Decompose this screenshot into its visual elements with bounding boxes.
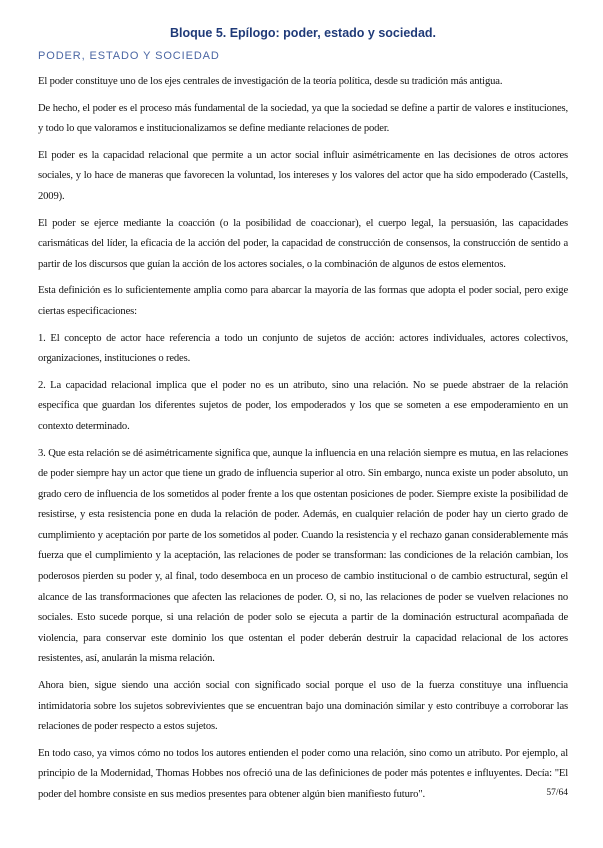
list-item: 1. El concepto de actor hace referencia a todo un conjunto de sujetos de acción: actores individuales, actores colectivos, organizaciones, instituciones o redes. [38,332,568,365]
paragraph: De hecho, el poder es el proceso más fundamental de la sociedad, ya que la sociedad se define a partir de valores e instituciones, y todo lo que valoramos e institucionalizamos se define mediante relaciones de poder. [38,102,568,135]
paragraph: Ahora bien, sigue siendo una acción social con significado social porque el uso de la fuerza constituye una influencia intimidatoria sobre los sujetos sobrevivientes que se encuentran bajo una dominación similar y esto contribuye a corroborar las relaciones de poder respecto a estos sujetos. [38,680,568,733]
page-number: 57/64 [546,788,568,798]
paragraph: El poder se ejerce mediante la coacción (o la posibilidad de coaccionar), el cuerpo legal, la persuasión, las capacidades carismáticas del líder, la eficacia de la acción del poder, la capacidad de construcción de consensos, la construcción de sentido a partir de los discursos que guían la acción de los actores sociales, o la combinación de algunos de estos elementos. [38,217,568,270]
list-item: 3. Que esta relación se dé asimétricamente significa que, aunque la influencia en una relación siempre es mutua, en las relaciones de poder siempre hay un actor que tiene un grado de influencia superior al otro. Sin embargo, nunca existe un poder absoluto, un grado cero de influencia de los sometidos al poder frente a los que ostentan posiciones de poder. Siempre existe la posibilidad de resistirse, y esta resistencia pone en duda la relación de poder. Además, en cualquier relación de poder hay un cierto grado de cumplimiento y aceptación por parte de los sometidos al poder. Cuando la resistencia y el rechazo ganan considerablemente más fuerza que el cumplimiento y la aceptación, las relaciones de poder se transforman: las condiciones de la relación cambian, los poderosos pierden su poder y, al final, todo desemboca en un proceso de cambio institucional o de cambio estructural, según el alcance de las transformaciones que afecten las relaciones de poder. O, si no, las relaciones de poder se vuelven relaciones no sociales. Esto sucede porque, si una relación de poder solo se ejecuta a partir de la dominación estructural acompañada de violencia, para conservar este dominio los que ostentan el poder deberán destruir la capacidad relacional de los actores resistentes, así, anularán la misma relación. [38,447,568,665]
paragraph: El poder es la capacidad relacional que permite a un actor social influir asimétricamente en las decisiones de otros actores sociales, y lo hace de maneras que favorecen la voluntad, los intereses y los valores del actor que ha sido empoderado (Castells, 2009). [38,149,568,202]
section-heading: PODER, ESTADO Y SOCIEDAD [38,50,220,62]
page-title: Bloque 5. Epílogo: poder, estado y sociedad. [169,26,436,40]
list-item: 2. La capacidad relacional implica que el poder no es un atributo, sino una relación. No se puede abstraer de la relación específica que guardan los diferentes sujetos de poder, los empoderados y los que se someten a ese empoderamiento en un contexto determinado. [38,379,568,432]
paragraph: El poder constituye uno de los ejes centrales de investigación de la teoría política, desde su tradición más antigua. [38,76,503,87]
body-text [38,72,568,812]
paragraph: Esta definición es lo suficientemente amplia como para abarcar la mayoría de las formas que adopta el poder social, pero exige ciertas especificaciones: [38,285,568,317]
paragraph: En todo caso, ya vimos cómo no todos los autores entienden el poder como una relación, sino como un atributo. Por ejemplo, al principio de la Modernidad, Thomas Hobbes nos ofreció una de las definiciones de poder más potentes e influyentes. Decía: "El poder del hombre consiste en sus medios presentes para obtener algún bien manifiesto futuro". [38,747,568,800]
